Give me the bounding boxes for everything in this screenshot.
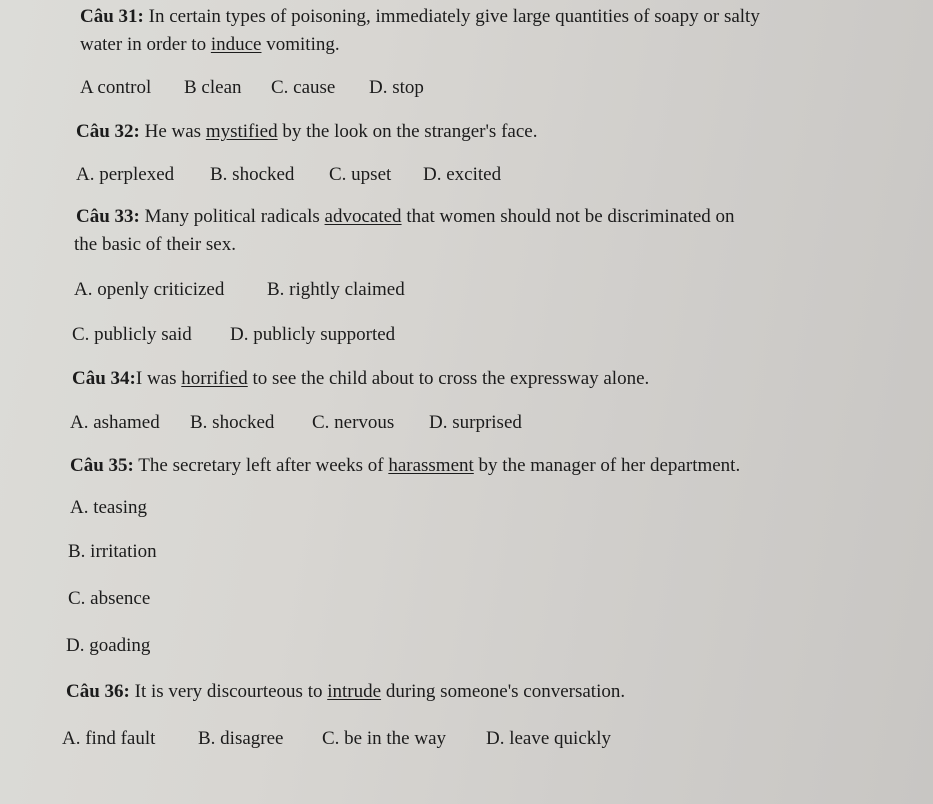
option-36-d[interactable]: D. leave quickly bbox=[486, 728, 612, 749]
question-33-line-1 bbox=[76, 206, 735, 228]
question-35-line-1 bbox=[70, 455, 740, 477]
option-34-c[interactable]: C. nervous bbox=[312, 412, 395, 433]
option-35-c[interactable]: C. absence bbox=[68, 588, 151, 609]
option-32-a[interactable]: A. perplexed bbox=[76, 164, 175, 185]
question-32-text: He was bbox=[139, 121, 206, 142]
question-33-text-line2: the basic of their sex. bbox=[74, 234, 236, 255]
question-31-line-1 bbox=[80, 6, 760, 28]
question-31-text: In certain types of poisoning, immediately give large quantities of soapy or salty bbox=[143, 6, 760, 27]
question-33-text: Many political radicals bbox=[139, 206, 325, 227]
question-32-text-after: by the look on the stranger's face. bbox=[277, 121, 538, 142]
option-34-b[interactable]: B. shocked bbox=[190, 412, 275, 433]
question-33-line-2 bbox=[74, 234, 236, 256]
option-36-a[interactable]: A. find fault bbox=[62, 728, 156, 749]
question-33-label: Câu 33: bbox=[76, 206, 140, 227]
option-33-d[interactable]: D. publicly supported bbox=[230, 324, 396, 345]
option-32-b[interactable]: B. shocked bbox=[210, 164, 295, 185]
option-36-b[interactable]: B. disagree bbox=[198, 728, 284, 749]
option-31-d[interactable]: D. stop bbox=[369, 77, 424, 98]
question-36-underlined-word: intrude bbox=[327, 681, 382, 702]
question-31-line-2 bbox=[80, 34, 340, 56]
question-33-underlined-word: advocated bbox=[324, 206, 402, 227]
question-34-label: Câu 34: bbox=[72, 368, 136, 389]
question-36-label: Câu 36: bbox=[66, 681, 130, 702]
question-35-text: The secretary left after weeks of bbox=[133, 455, 389, 476]
question-31-text-after: vomiting. bbox=[261, 34, 340, 55]
question-31-text-line2: water in order to bbox=[80, 34, 211, 55]
option-33-c[interactable]: C. publicly said bbox=[72, 324, 192, 345]
question-34-text: I was bbox=[135, 368, 182, 389]
question-32-label: Câu 32: bbox=[76, 121, 140, 142]
option-33-b[interactable]: B. rightly claimed bbox=[267, 279, 405, 300]
question-33-text-after: that women should not be discriminated on bbox=[401, 206, 735, 227]
option-32-c[interactable]: C. upset bbox=[329, 164, 392, 185]
question-32-underlined-word: mystified bbox=[205, 121, 278, 142]
question-36-text-after: during someone's conversation. bbox=[381, 681, 626, 702]
question-35-underlined-word: harassment bbox=[388, 455, 474, 476]
option-32-d[interactable]: D. excited bbox=[423, 164, 502, 185]
option-33-a[interactable]: A. openly criticized bbox=[74, 279, 225, 300]
question-35-text-after: by the manager of her department. bbox=[473, 455, 741, 476]
question-32-line-1 bbox=[76, 121, 537, 143]
option-35-a[interactable]: A. teasing bbox=[70, 497, 148, 518]
option-31-c[interactable]: C. cause bbox=[271, 77, 336, 98]
option-36-c[interactable]: C. be in the way bbox=[322, 728, 447, 749]
option-31-a[interactable]: A control bbox=[80, 77, 152, 98]
option-35-b[interactable]: B. irritation bbox=[68, 541, 157, 562]
question-31-underlined-word: induce bbox=[210, 34, 262, 55]
option-34-d[interactable]: D. surprised bbox=[429, 412, 522, 433]
option-35-d[interactable]: D. goading bbox=[66, 635, 151, 656]
question-36-text: It is very discourteous to bbox=[129, 681, 328, 702]
question-34-underlined-word: horrified bbox=[181, 368, 248, 389]
option-34-a[interactable]: A. ashamed bbox=[70, 412, 160, 433]
question-31-label: Câu 31: bbox=[80, 6, 144, 27]
option-31-b[interactable]: B clean bbox=[184, 77, 242, 98]
question-34-text-after: to see the child about to cross the expressway alone. bbox=[247, 368, 650, 389]
question-36-line-1 bbox=[66, 681, 625, 703]
question-34-line-1 bbox=[72, 368, 649, 390]
question-35-label: Câu 35: bbox=[70, 455, 134, 476]
